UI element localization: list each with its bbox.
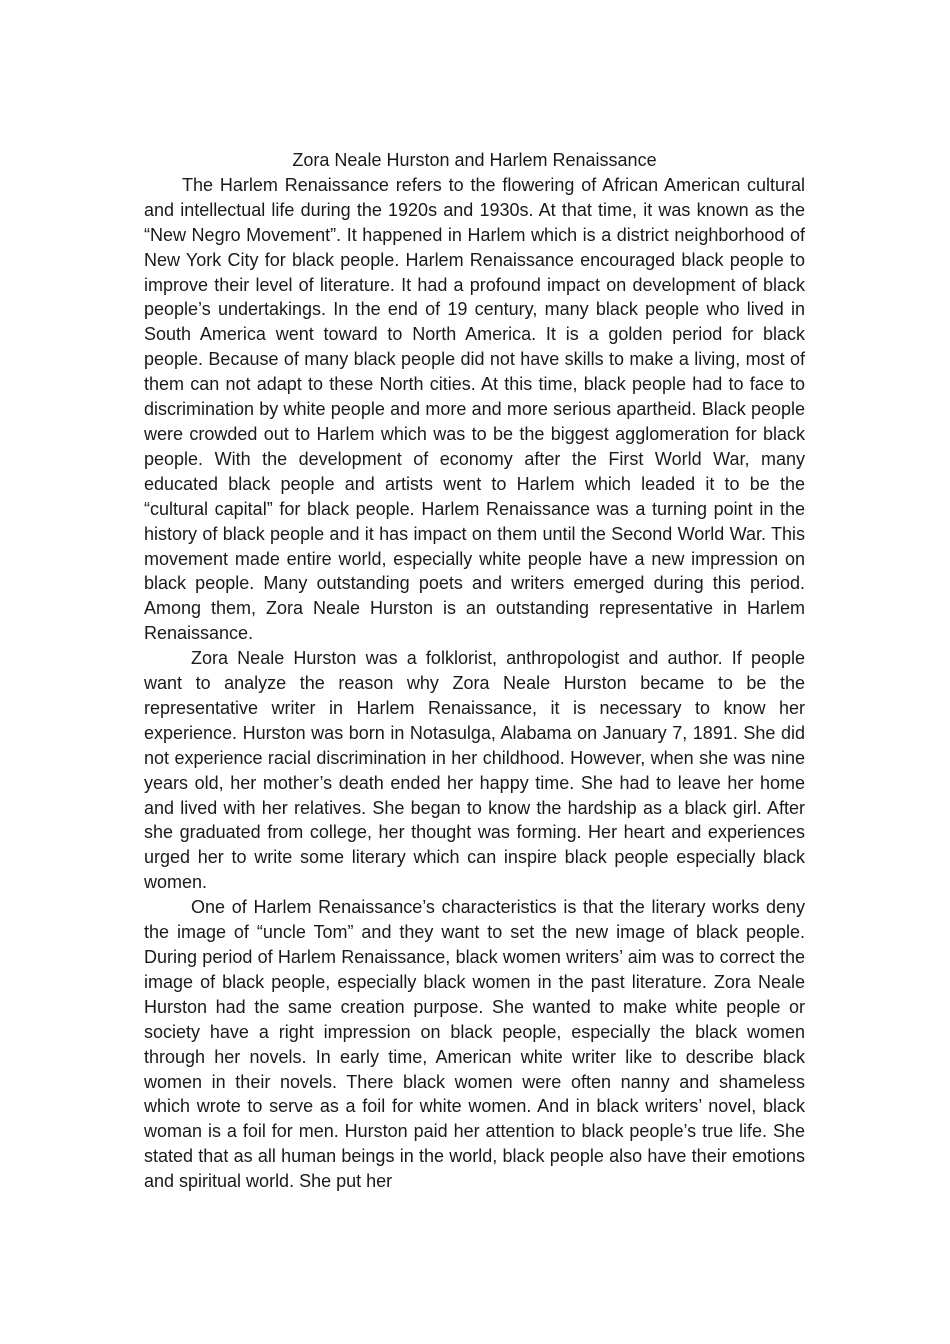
document-body (144, 148, 805, 1194)
document-title: Zora Neale Hurston and Harlem Renaissance (292, 150, 657, 170)
paragraph-harlem-renaissance: The Harlem Renaissance refers to the flowering of African American cultural and intellectual life during the 1920s and 1930s. At that time, it was known as the “New Negro Movement”. It happened in Harlem which is a district neighborhood of New York City for black people. Harlem Renaissance encouraged black people to improve their level of literature. It had a profound impact on development of black people’s undertakings. In the end of 19 century, many black people who lived in South America went toward to North America. It is a golden period for black people. Because of many black people did not have skills to make a living, most of them can not adapt to these North cities. At this time, black people had to face to discrimination by white people and more and more serious apartheid. Black people were crowded out to Harlem which was to be the biggest agglomeration for black people. With the development of economy after the First World War, many educated black people and artists went to Harlem which leaded it to be the “cultural capital” for black people. Harlem Renaissance was a turning point in the history of black people and it has impact on them until the Second World War. This movement made entire world, especially white people have a new impression on black people. Many outstanding poets and writers emerged during this period. Among them, Zora Neale Hurston is an outstanding representative in Harlem Renaissance. (144, 174, 805, 644)
paragraph-black-women-image: One of Harlem Renaissance’s characteristics is that the literary works deny the image of “uncle Tom” and they want to set the new image of black people. During period of Harlem Renaissance, black women writers’ aim was to correct the image of black people, especially black women in the past literature. Zora Neale Hurston had the same creation purpose. She wanted to make white people or society have a right impression on black people, especially the black women through her novels. In early time, American white writer like to describe black women in their novels. There black women were often nanny and shameless which wrote to serve as a foil for white women. And in black writers’ novel, black woman is a foil for men. Hurston paid her attention to black people’s true life. She stated that as all human beings in the world, black people also have their emotions and spiritual world. She put her (144, 897, 805, 1192)
paragraph-hurston-biography: Zora Neale Hurston was a folklorist, anthropologist and author. If people want to analyze the reason why Zora Neale Hurston became to be the representative writer in Harlem Renaissance, it is necessary to know her experience. Hurston was born in Notasulga, Alabama on January 7, 1891. She did not experience racial discrimination in her childhood. However, when she was nine years old, her mother’s death ended her happy time. She had to leave her home and lived with her relatives. She began to know the hardship as a black girl. After she graduated from college, her thought was forming. Her heart and experiences urged her to write some literary which can inspire black people especially black women. (144, 648, 805, 893)
